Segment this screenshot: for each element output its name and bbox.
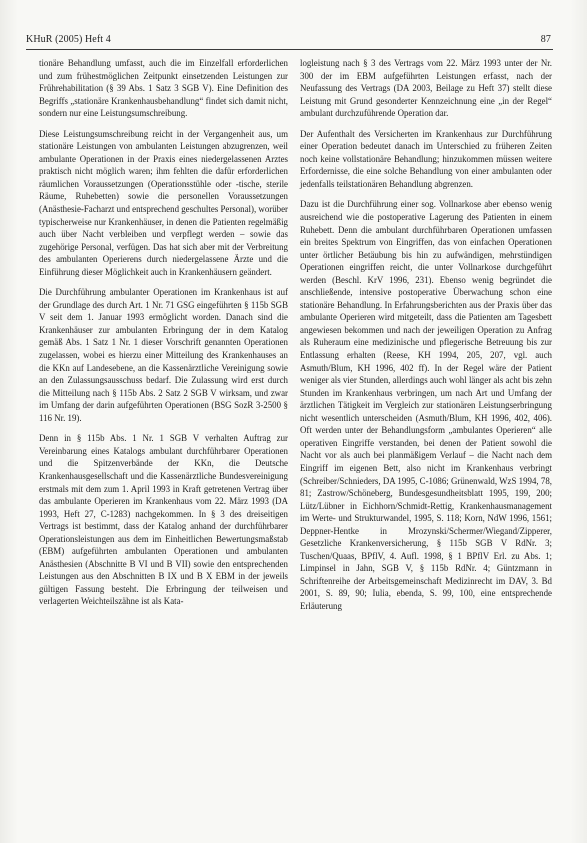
left-column [39,57,288,608]
page-number: 87 [540,34,551,45]
paragraph: Die Durchführung ambulanter Operationen im Krankenhaus ist auf der Grundlage des durch Art. 1 Nr. 71 GSG eingeführten § 115b SGB V seit dem 1. Januar 1993 ermöglicht worden. Danach sind die Krankenhäuser zur ambulanten Erbringung der in dem Katalog gemäß Abs. 1 Satz 1 Nr. 1 dieser Vorschrift genannten Operationen zugelassen, wobei es hierzu einer Mitteilung des Krankenhauses an die KKn auf Landesebene, an die Kassenärztliche Vereinigung sowie an den Zulassungsausschuss bedarf. Die Zulassung wird erst durch die Mitteilung nach § 115b Abs. 2 Satz 2 SGB V wirksam, und zwar im Umfang der darin aufgeführten Operationen (BSG SozR 3-2500 § 116 Nr. 19). [39,287,288,423]
paragraph: Denn in § 115b Abs. 1 Nr. 1 SGB V verhalten Auftrag zur Vereinbarung eines Katalogs ambulant durchführbarer Operationen und die Spitzenverbände der KKn, die Deutsche Krankenhausgesellschaft und die Kassenärztliche Bundesvereinigung erstmals mit dem zum 1. April 1993 in Kraft getretenen Vertrag über das ambulante Operieren im Krankenhaus vom 22. März 1993 (DA 1993, Heft 27, C-1283) nachgekommen. In § 3 des dreiseitigen Vertrags ist bestimmt, dass der Katalog anhand der durchführbarer Operationsleistungen aus dem im Einheitlichen Bewertungsmaßstab (EBM) aufgeführten ambulanten Operationen und ambulanten Anästhesien (Abschnitte B VI und B VII) sowie den entsprechenden Leistungen aus den Abschnitten B IX und B X EBM in der jeweils gültigen Fassung besteht. Die Erbringung der teilweisen und verlagerten Weichteilszähne ist als Kata- [39,433,288,607]
paragraph: Der Aufenthalt des Versicherten im Krankenhaus zur Durchführung einer Operation bedeutet danach im Unterschied zu früheren Zeiten noch keine vollstationäre Behandlung; hinzukommen müssen weitere Erfordernisse, die eine solche Behandlung von einer ambulanten oder jedenfalls teilstationären Behandlung abgrenzen. [300,128,552,189]
paragraph: logleistung nach § 3 des Vertrags vom 22. März 1993 unter der Nr. 300 der im EBM aufgeführten Leistungen erfasst, nach der Neufassung des Vertrags (DA 2003, Beilage zu Heft 37) stellt diese Leistung mit Grund gesonderter Kennzeichnung eine „in der Regel“ ambulant durchzuführende Operation dar. [300,58,552,119]
header-divider [26,49,553,50]
running-header [26,34,551,50]
paragraph: tionäre Behandlung umfasst, auch die im Einzelfall erforderlichen und zum frühestmöglichen Zeitpunkt einsetzenden Leistungen zur Frührehabilitation (§ 39 Abs. 1 Satz 3 SGB V). Eine Definition des Begriffs „stationäre Krankenhausbehandlung“ findet sich damit nicht, sondern nur eine Leistungsumschreibung. [39,58,288,119]
journal-citation: KHuR (2005) Heft 4 [26,34,111,45]
paragraph: Dazu ist die Durchführung einer sog. Vollnarkose aber ebenso wenig ausreichend wie die postoperative Lagerung des Patienten in einem Ruhebett. Denn die ambulant durchführbaren Operationen umfassen ein breites Spektrum von Eingriffen, das von einfachen Operationen unter örtlicher Betäubung bis hin zu aufwändigen, mehrstündigen Operationen eingriffen reicht, die unter Vollnarkose durchgeführt werden (Beschl. KrV 1996, 231). Ebenso wenig begründet die anschließende, intensive postoperative Überwachung schon eine stationäre Behandlung. In Erfahrungsberichten aus der Praxis über das ambulante Operieren wird mitgeteilt, dass die Patienten am Tagesbett angewiesen bekommen und nach der jeweiligen Operation zu Anfrag als Ruheraum eine medizinische und pflegerische Betreuung bis zur Entlassung erhalten (Reese, KH 1994, 205, 207, vgl. auch Asmuth/Blum, KH 1996, 402 ff). In der Regel wäre der Patient weniger als vier Stunden, allerdings auch wohl länger als acht bis zehn Stunden im Krankenhaus verbringen, um nach Art und Umfang der ärztlichen Tätigkeit im Vergleich zur stationären Leistungserbringung nicht wesentlich unterscheiden (Asmuth/Blum, KH 1996, 402, 406). Oft werden unter der Behandlungsform „ambulantes Operieren“ alle operativen Eingriffe verstanden, bei denen der Patient sowohl die Nacht vor als auch bei planmäßigem Verlauf – die Nacht nach dem Eingriff im eigenen Bett, also nicht im Krankenhaus verbringt (Schreiber/Schnieders, DA 1995, C-1086; Grünenwald, WzS 1994, 78, 81; Zastrow/Schöneberg, Bundesgesundheitsblatt 1995, 199, 200; Lütz/Lübner in Eichhorn/Schmidt-Rettig, Krankenhausmanagement im Werte- und Strukturwandel, 1995, S. 118; Korn, NdW 1996, 1561; Deppner-Hentke in Mrozynski/Schermer/Wiegand/Zipperer, Gesetzliche Krankenversicherung, § 115b SGB V RdNr. 3; Tuschen/Quaas, BPflV, 4. Aufl. 1998, § 1 BPflV Erl. zu Abs. 1; Limpinsel in Jahn, SGB V, § 115b RdNr. 4; Güntzmann in Schriftenreihe der Arbeitsgemeinschaft Medizinrecht im DAV, 3. Bd 2001, S. 89, 90; Iulia, ebenda, S. 99, 100, eine entsprechende Erläuterung [300,199,552,611]
paragraph: Diese Leistungsumschreibung reicht in der Vergangenheit aus, um stationäre Leistungen von ambulanten Leistungen abzugrenzen, weil ambulante Operationen in der Praxis eines niedergelassenen Arztes praktisch nicht möglich waren; ihm fehlten die dafür erforderlichen räumlichen Voraussetzungen (Operationsstühle oder -tische, sterile Räume, Ruhebetten) sowie die personellen Voraussetzungen (Anästhesie-Facharzt und entsprechend geschultes Personal), worüber typischerweise nur Krankenhäuser, in denen die Patienten regelmäßig auch über Nacht verbleiben und verpflegt werden – sowie das zugehörige Personal, verfügen. Das hat sich aber mit der Verbreitung des ambulanten Operierens durch niedergelassene Ärzte und die Einführung dieser Möglichkeit auch in Krankenhäusern geändert. [39,128,288,277]
right-column [300,57,552,613]
